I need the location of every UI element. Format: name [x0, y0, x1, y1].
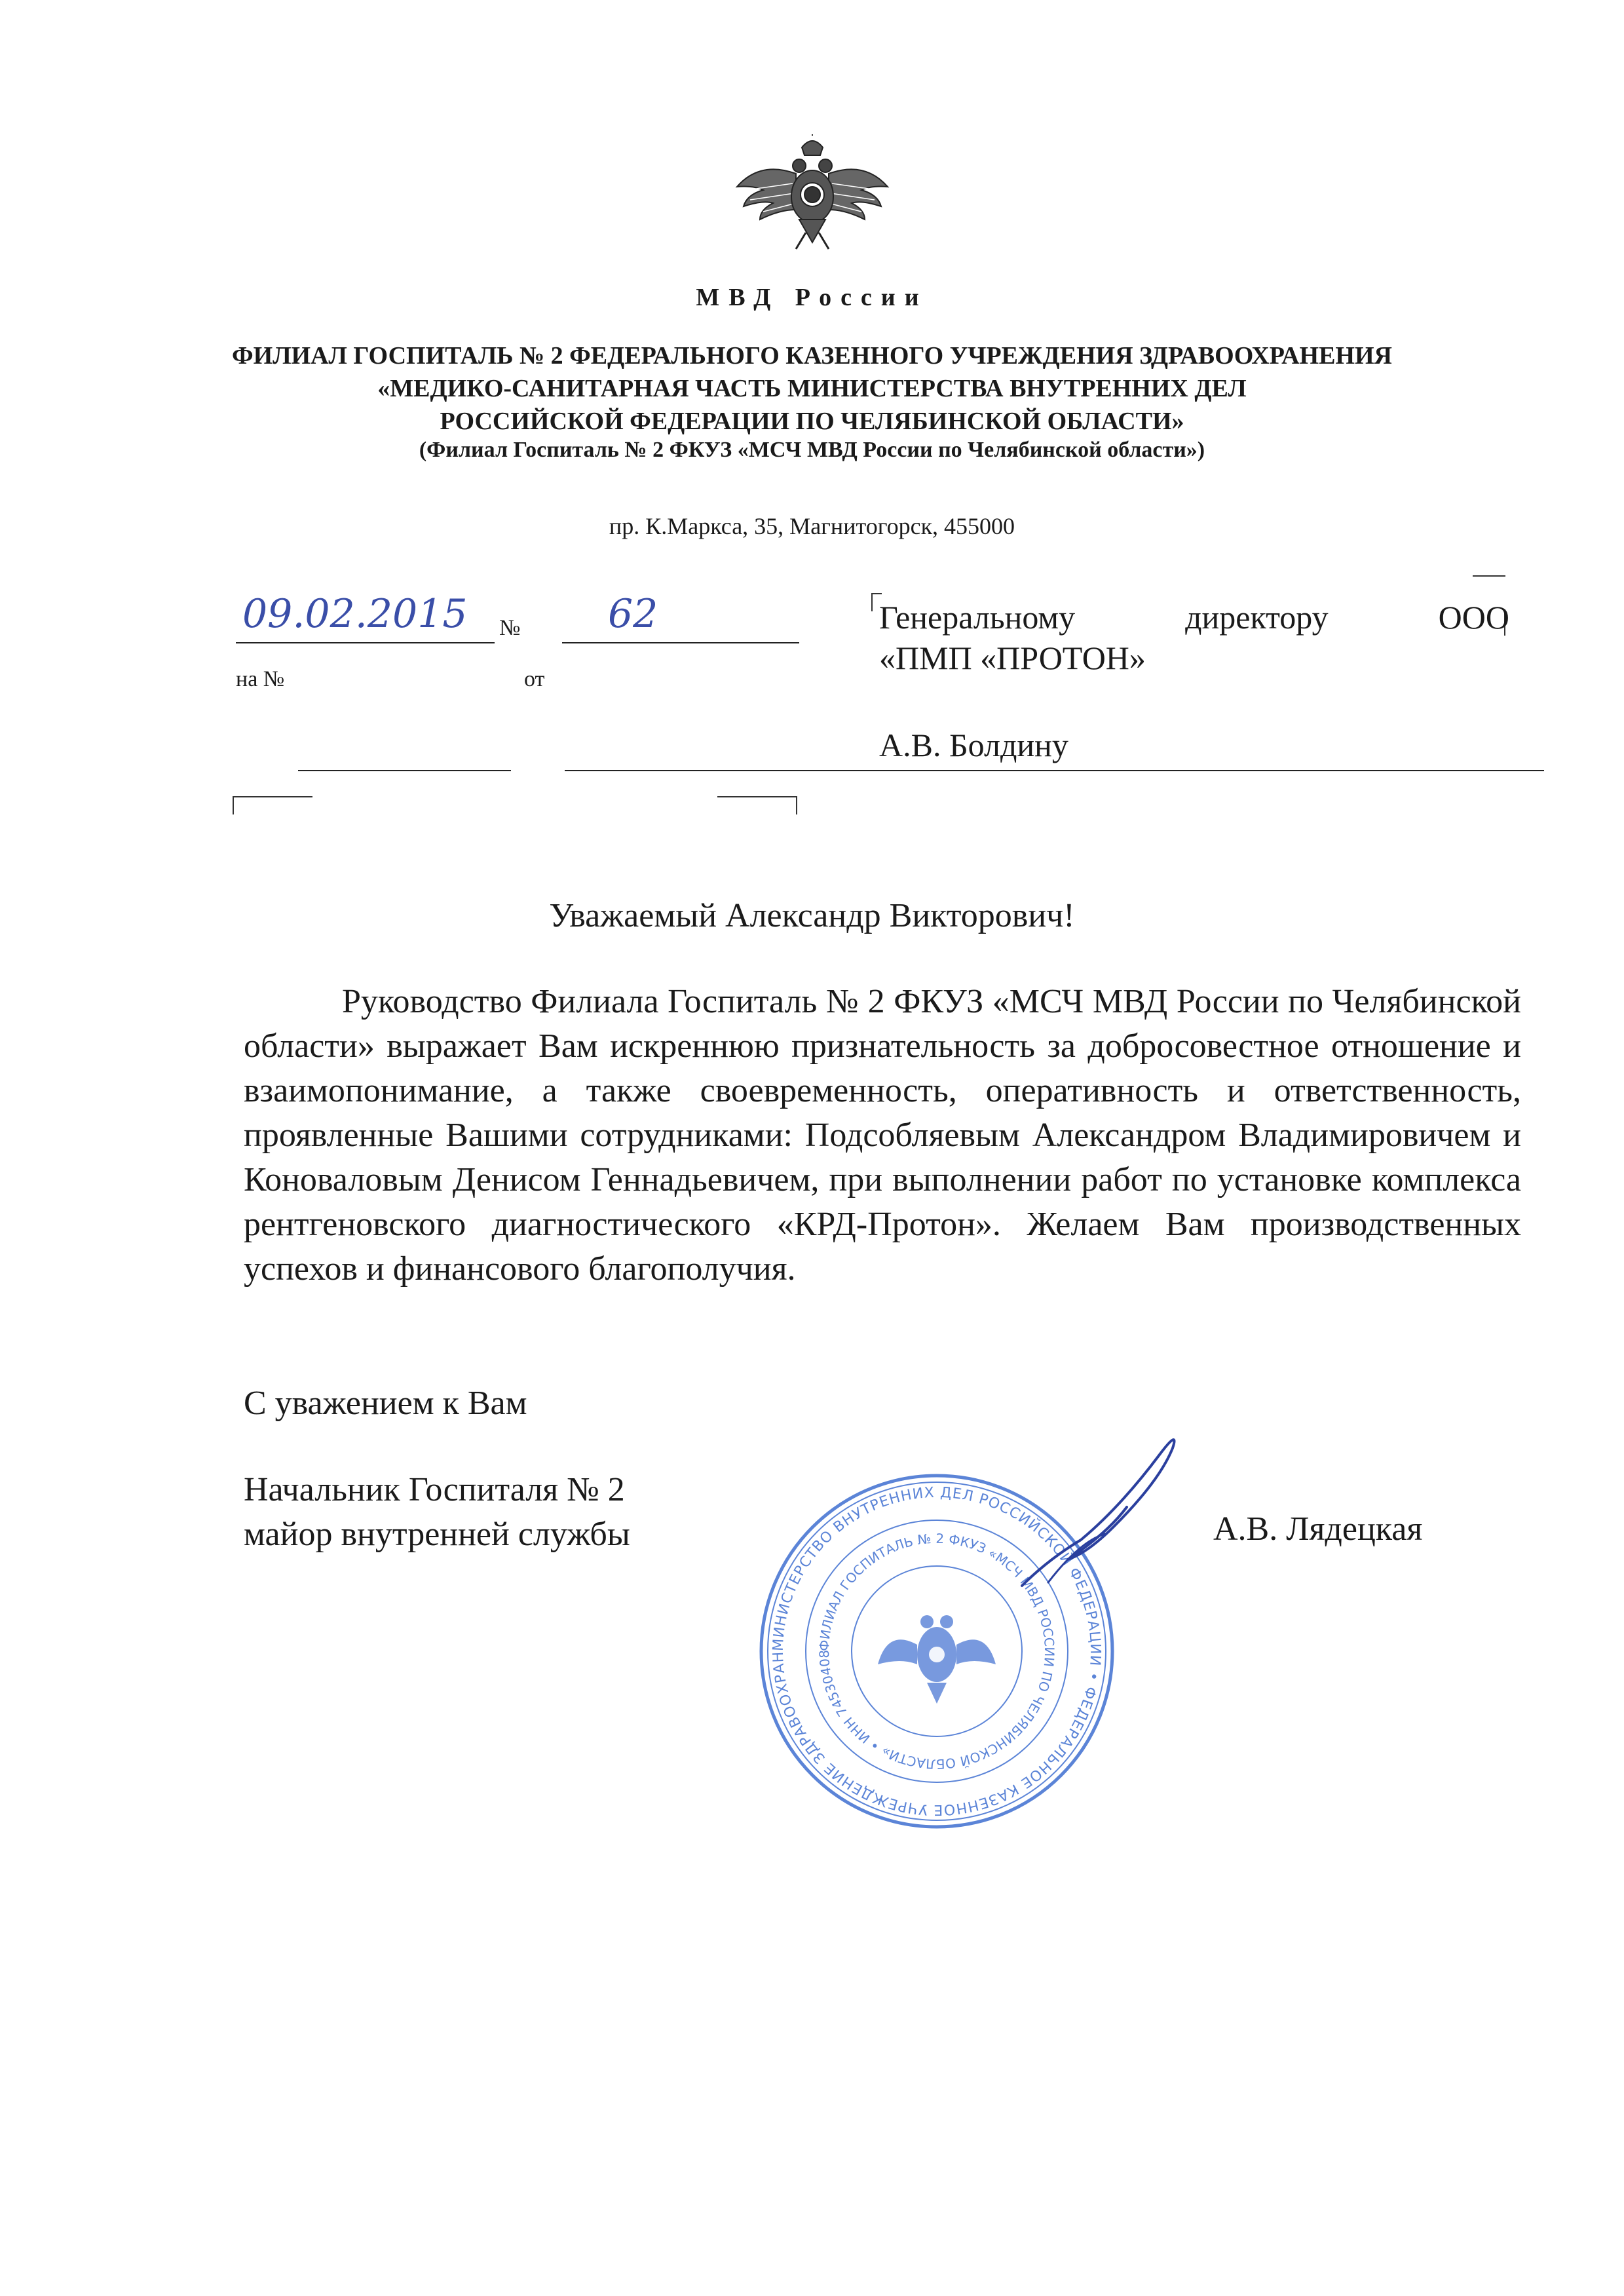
number-field — [562, 591, 799, 643]
corner-mark-right — [717, 796, 797, 814]
recipient-line-1: Генеральному директору ООО — [879, 599, 1509, 636]
org-name-line-1: ФИЛИАЛ ГОСПИТАЛЬ № 2 ФЕДЕРАЛЬНОГО КАЗЕННОГО УЧРЕЖДЕНИЯ ЗДРАВООХРАНЕНИЯ — [232, 342, 1392, 370]
ministry-name: МВД России — [696, 284, 928, 311]
stamp-inner-text: ФИЛИАЛ ГОСПИТАЛЬ № 2 ФКУЗ «МСЧ МВД РОССИИ ПО ЧЕЛЯБИНСКОЙ ОБЛАСТИ» • ИНН 74530408 — [816, 1530, 1058, 1772]
org-name-line-3: РОССИЙСКОЙ ФЕДЕРАЦИИ ПО ЧЕЛЯБИНСКОЙ ОБЛАСТИ» — [440, 408, 1184, 435]
date-handwritten: 09.02.2015 — [242, 591, 468, 637]
recipient-line-2: «ПМП «ПРОТОН» — [879, 640, 1146, 676]
date-field — [236, 591, 495, 643]
signatory-position-line-2: майор внутренней службы — [244, 1516, 630, 1553]
letter-greeting: Уважаемый Александр Викторович! — [549, 897, 1075, 934]
ref-number-label: на № — [236, 667, 285, 691]
recipient-name: А.В. Болдину — [879, 727, 1068, 763]
org-name-line-2: «МЕДИКО-САНИТАРНАЯ ЧАСТЬ МИНИСТЕРСТВА ВНУТРЕННИХ ДЕЛ — [377, 375, 1247, 402]
number-label: № — [499, 616, 521, 640]
stamp-ring-text: МИНИСТЕРСТВО ВНУТРЕННИХ ДЕЛ РОССИЙСКОЙ ФЕДЕРАЦИИ • ФЕДЕРАЛЬНОЕ КАЗЕННОЕ УЧРЕЖДЕНИЕ ЗДРАВООХРАН — [770, 1484, 1104, 1818]
signatory-name: А.В. Лядецкая — [1213, 1510, 1423, 1548]
ref-date-label: от — [524, 667, 545, 691]
letter-body: Руководство Филиала Госпиталь № 2 ФКУЗ «МСЧ МВД России по Челябинской области» выражает Вам искреннюю признательность за добросовестное отношение и взаимопонимание, а также своевременность, оперативность и ответственность, проявленные Вашими сотрудниками: Подсобляевым Александром Владимировичем и Коноваловым Денисом Геннадьевичем, при выполнении работ по установке комплекса рентгеновского диагностического «КРД-Протон». Желаем Вам производственных успехов и финансового благополучия. — [244, 983, 1521, 1288]
org-address: пр. К.Маркса, 35, Магнитогорск, 455000 — [609, 513, 1015, 539]
signatory-position-line-1: Начальник Госпиталя № 2 — [244, 1471, 625, 1508]
letter-closing: С уважением к Вам — [244, 1385, 527, 1422]
handwritten-signature — [1009, 1428, 1205, 1599]
corner-mark-left — [233, 796, 312, 814]
recipient-name-line — [565, 770, 1544, 771]
ref-number-line — [298, 770, 511, 771]
org-short-name: (Филиал Госпиталь № 2 ФКУЗ «МСЧ МВД России по Челябинской области») — [419, 438, 1205, 462]
number-handwritten: 62 — [608, 591, 658, 637]
recipient-corner-top — [1473, 575, 1505, 577]
mvd-emblem — [734, 134, 891, 275]
